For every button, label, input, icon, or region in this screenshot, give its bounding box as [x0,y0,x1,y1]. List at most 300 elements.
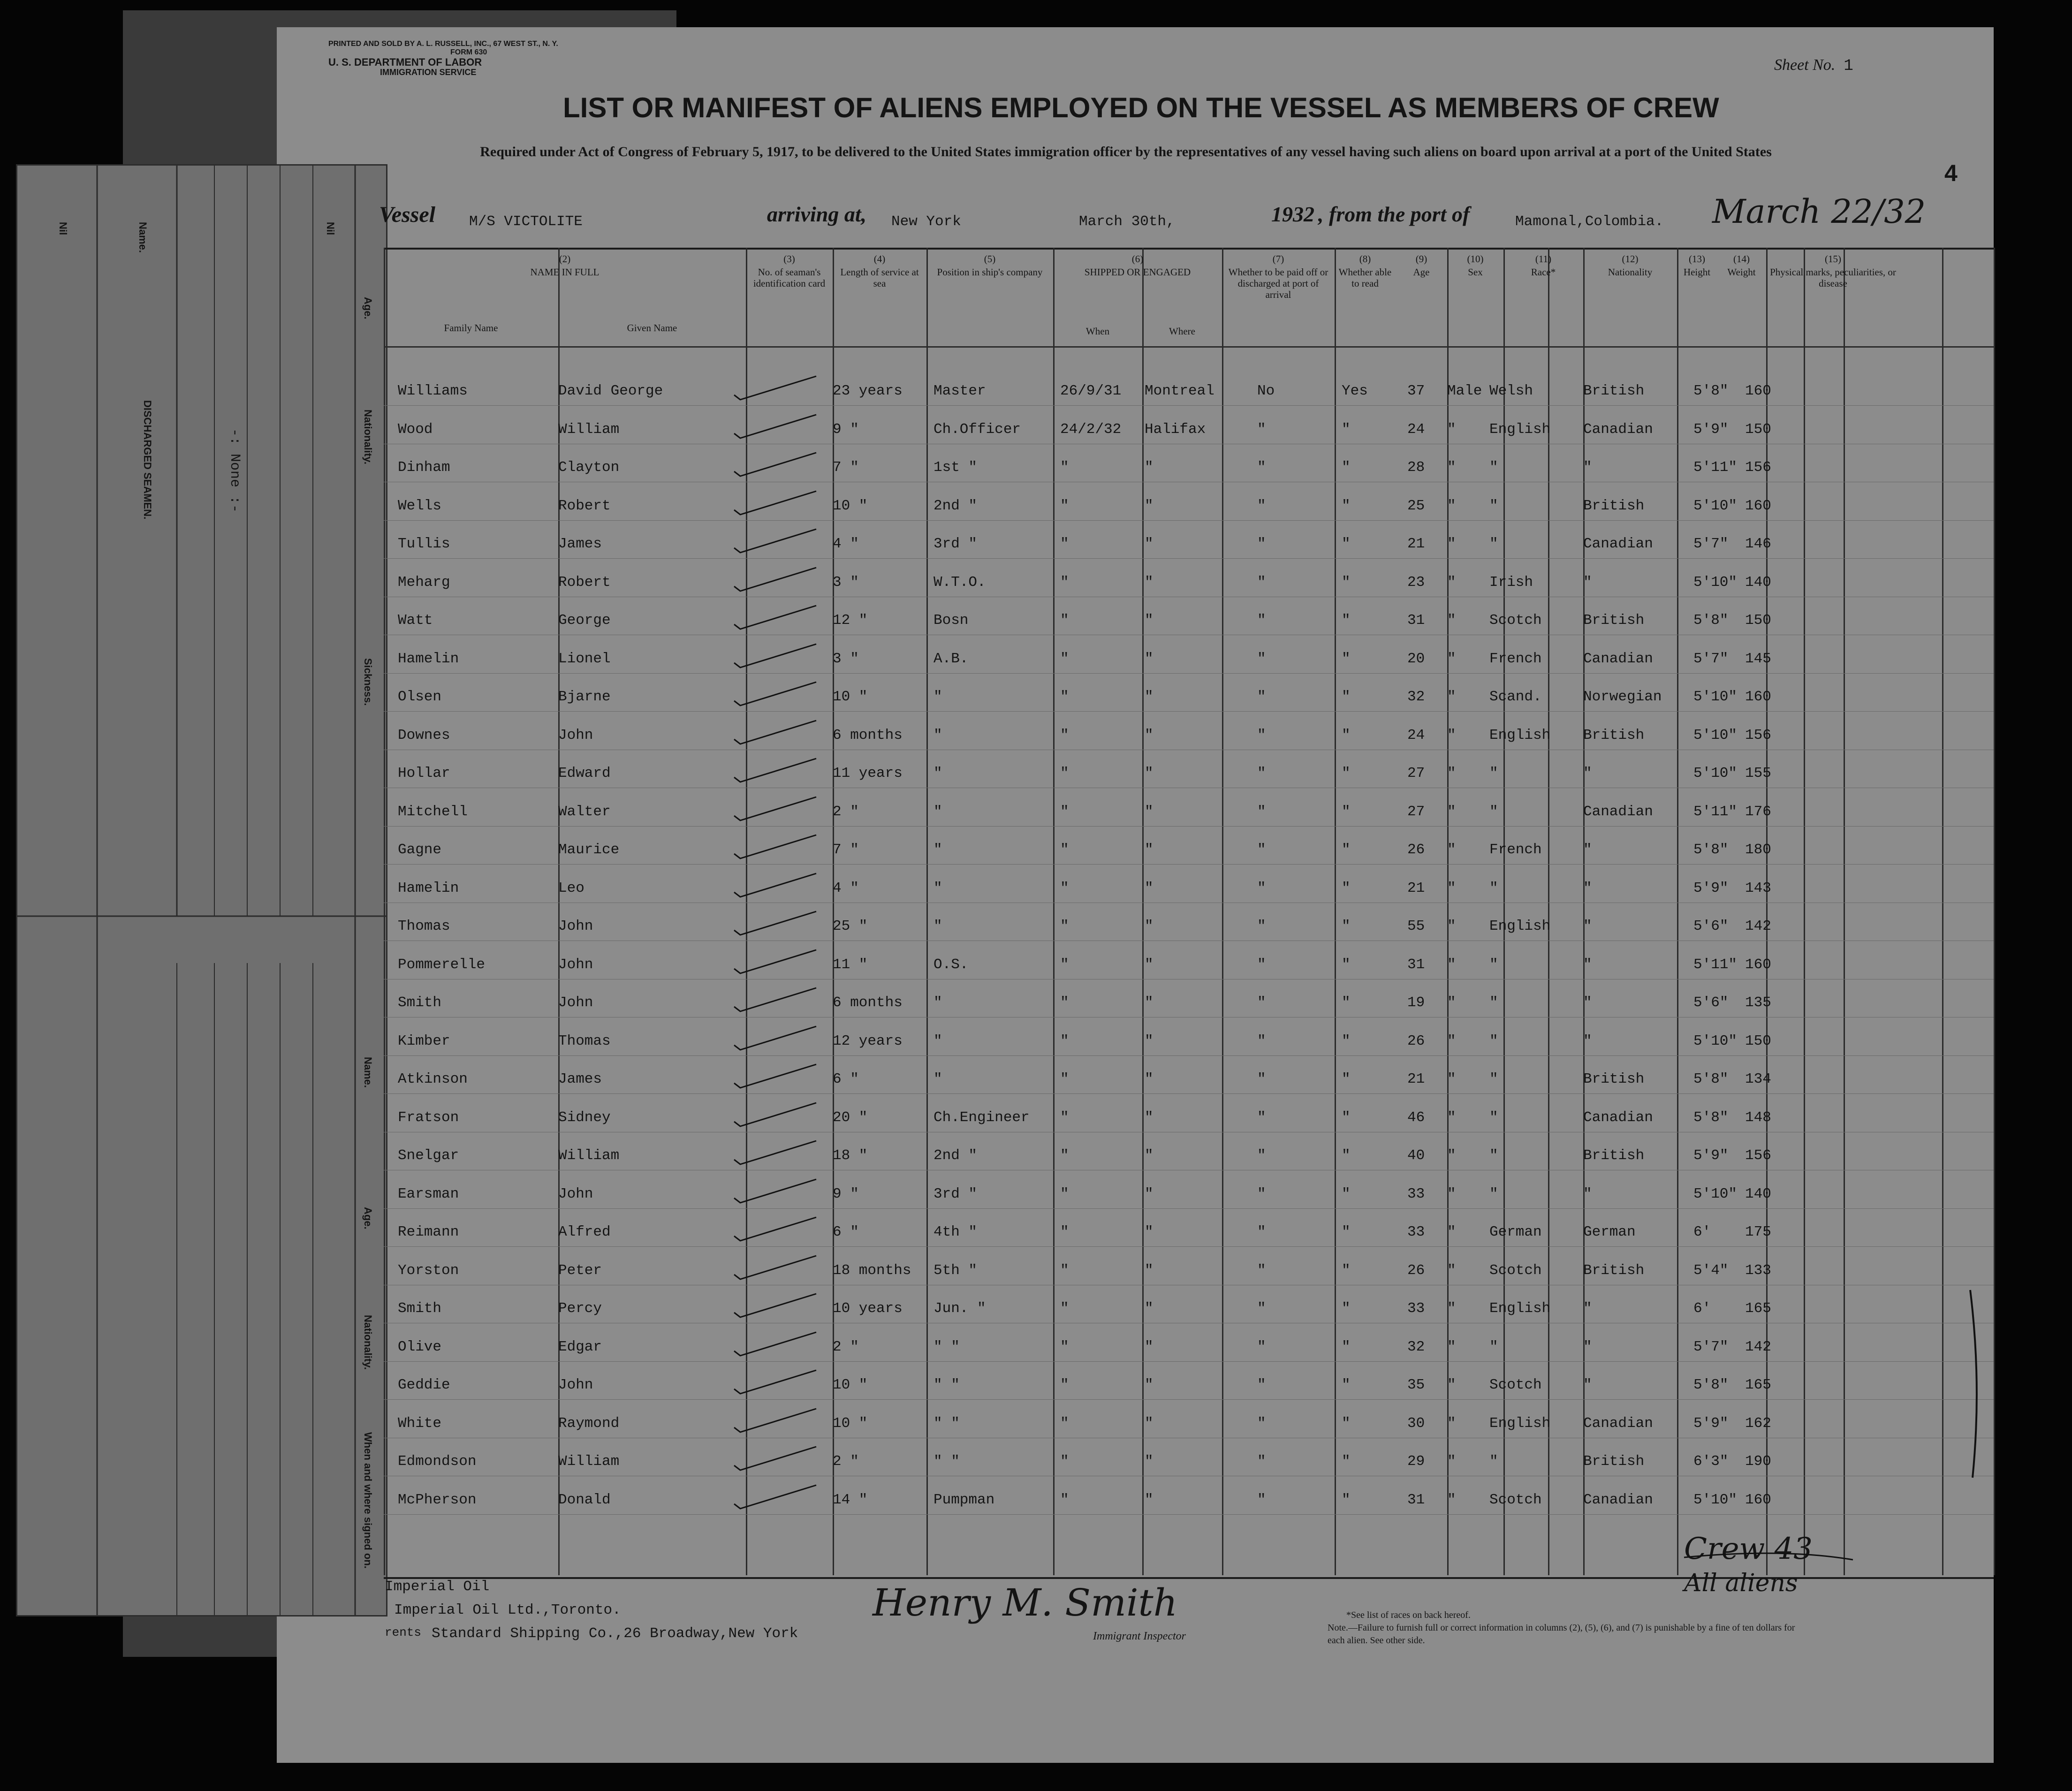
cell-height: 5'10" [1693,1032,1738,1049]
cell-given: John [558,1377,593,1393]
cell-position: " " [934,1415,960,1432]
cell-height: 5'10" [1693,497,1738,514]
inspector-signature: Henry M. Smith [873,1581,1178,1624]
cell-sex: " [1447,994,1456,1011]
cell-height: 5'10" [1693,689,1738,705]
cell-position: " [934,689,942,705]
cell-read: " [1342,803,1351,820]
vessel-label: Vessel [379,202,435,227]
cell-where: " [1145,803,1154,820]
cell-sex: " [1447,956,1456,973]
cell-sex: " [1447,1185,1456,1202]
cell-when: " [1060,1071,1069,1087]
arrival-year: 1932 [1271,202,1314,226]
cell-nationality: Canadian [1583,1491,1653,1508]
cell-age: 32 [1407,1338,1425,1355]
cell-service: 11 " [833,956,868,973]
cell-when: " [1060,1262,1069,1279]
footnote-text: Note.—Failure to furnish full or correct information in columns (2), (5), (6), and (7) is punishable by a fine of ten dollars for each alien. See other side. [1328,1623,1795,1646]
cell-sex: " [1447,765,1456,782]
column-number: (14) [1733,253,1750,265]
cell-age: 26 [1407,842,1425,858]
cell-position: W.T.O. [934,574,986,591]
handwritten-crew: Crew 43 [1684,1532,1813,1566]
cell-service: 12 years [833,1032,903,1049]
cell-race: Welsh [1489,383,1533,399]
column-label: NAME IN FULL [530,266,600,278]
cell-race: " [1489,1185,1498,1202]
cell-age: 31 [1407,612,1425,629]
cell-read: " [1342,1185,1351,1202]
cell-race: Scotch [1489,1262,1542,1279]
cell-sex: " [1447,803,1456,820]
cell-height: 5'8" [1693,842,1729,858]
cell-sex: " [1447,1415,1456,1432]
column-label: Sex [1468,266,1483,278]
cell-race: French [1489,842,1542,858]
printer-line: PRINTED AND SOLD BY A. L. RUSSELL, INC., 67 WEST ST., N. Y. [328,40,558,48]
cell-service: 18 months [833,1262,911,1279]
cell-read: " [1342,880,1351,896]
cell-weight: 150 [1745,421,1771,438]
cell-nationality: British [1583,727,1645,744]
cell-age: 29 [1407,1453,1425,1470]
cell-where: " [1145,536,1154,552]
footnote-star: *See list of races on back hereof. [1346,1610,1471,1620]
cell-when: " [1060,497,1069,514]
cell-age: 55 [1407,918,1425,934]
column-number: (10) [1467,253,1484,265]
cell-given: John [558,727,593,744]
cell-position: 3rd " [934,536,978,552]
cell-family: Olsen [398,689,442,705]
cell-nationality: Canadian [1583,1415,1653,1432]
owner-line: Imperial Oil [385,1579,490,1595]
column-label: Given Name [627,322,677,334]
requirement-text: Required under Act of Congress of February 5, 1917, to be delivered to the United States immigration officer by the representatives of any vessel having such aliens on board upon arrival at a port of the United States [480,144,1772,159]
column-label: No. of seaman's identification card [753,266,826,289]
column-label: SHIPPED OR ENGAGED [1084,266,1191,278]
cell-race: " [1489,880,1498,896]
cell-nationality: Canadian [1583,803,1653,820]
cell-when: " [1060,1300,1069,1317]
column-label: When [1085,326,1110,337]
cell-position: " [934,842,942,858]
cell-paid: " [1257,421,1266,438]
cell-race: " [1489,765,1498,782]
cell-where: " [1145,1300,1154,1317]
side-label-age-2: Age. [362,1207,374,1229]
cell-read: " [1342,1453,1351,1470]
from-port-label: , from the port of [1318,202,1470,226]
cell-sex: " [1447,421,1456,438]
cell-position: " " [934,1338,960,1355]
cell-service: 6 " [833,1071,859,1087]
cell-nationality: British [1583,612,1645,629]
cell-nationality: " [1583,880,1592,896]
cell-read: " [1342,765,1351,782]
cell-paid: " [1257,497,1266,514]
cell-age: 27 [1407,803,1425,820]
cell-where: " [1145,689,1154,705]
cell-service: 6 months [833,727,903,744]
cell-given: Alfred [558,1224,611,1240]
side-label-age: Age. [362,297,374,319]
cell-when: 24/2/32 [1060,421,1122,438]
column-label: Height [1683,266,1711,278]
form-number: FORM 630 [450,48,487,56]
cell-when: " [1060,1109,1069,1126]
cell-family: Gagne [398,842,442,858]
cell-age: 27 [1407,765,1425,782]
cell-nationality: " [1583,956,1592,973]
cell-height: 5'10" [1693,727,1738,744]
cell-age: 31 [1407,956,1425,973]
cell-height: 5'4" [1693,1262,1729,1279]
cell-read: " [1342,727,1351,744]
cell-given: James [558,1071,602,1087]
cell-given: Clayton [558,459,620,476]
cell-family: Hamelin [398,650,459,667]
cell-paid: " [1257,842,1266,858]
cell-height: 5'9" [1693,1147,1729,1164]
cell-read: " [1342,650,1351,667]
cell-paid: " [1257,1147,1266,1164]
side-nil-right: Nil [325,222,336,235]
cell-sex: " [1447,536,1456,552]
page-title: LIST OR MANIFEST OF ALIENS EMPLOYED ON THE VESSEL AS MEMBERS OF CREW [563,92,1719,123]
side-none-text: -: None :- [227,428,243,513]
cell-weight: 133 [1745,1262,1771,1279]
cell-when: 26/9/31 [1060,383,1122,399]
column-number: (12) [1622,253,1639,265]
cell-where: " [1145,880,1154,896]
column-number: (11) [1535,253,1552,265]
cell-service: 14 " [833,1491,868,1508]
cell-service: 10 " [833,689,868,705]
cell-race: " [1489,1147,1498,1164]
cell-family: Dinham [398,459,450,476]
cell-when: " [1060,1032,1069,1049]
arriving-port: New York [891,213,961,230]
column-label: Whether able to read [1338,266,1392,289]
column-label: Race* [1531,266,1556,278]
cell-family: Tullis [398,536,450,552]
cell-race: " [1489,994,1498,1011]
cell-weight: 140 [1745,1185,1771,1202]
cell-when: " [1060,1338,1069,1355]
cell-paid: " [1257,1491,1266,1508]
cell-sex: " [1447,1377,1456,1393]
cell-race: French [1489,650,1542,667]
side-form-title: DISCHARGED SEAMEN. [142,400,153,520]
cell-family: Hamelin [398,880,459,896]
cell-where: " [1145,842,1154,858]
cell-weight: 134 [1745,1071,1771,1087]
cell-position: " " [934,1453,960,1470]
from-port: Mamonal,Colombia. [1515,213,1664,230]
cell-height: 5'10" [1693,1185,1738,1202]
cell-race: " [1489,497,1498,514]
cell-race: Scotch [1489,612,1542,629]
cell-nationality: Canadian [1583,650,1653,667]
cell-nationality: " [1583,765,1592,782]
cell-age: 32 [1407,689,1425,705]
side-label-nationality: Nationality. [362,410,374,464]
cell-read: " [1342,536,1351,552]
cell-weight: 156 [1745,459,1771,476]
cell-family: Pommerelle [398,956,486,973]
cell-race: English [1489,1300,1551,1317]
cell-nationality: Norwegian [1583,689,1662,705]
cell-paid: " [1257,650,1266,667]
cell-where: " [1145,1032,1154,1049]
cell-weight: 142 [1745,918,1771,934]
cell-height: 5'9" [1693,1415,1729,1432]
cell-given: John [558,1185,593,1202]
cell-service: 10 " [833,1377,868,1393]
cell-family: Kimber [398,1032,450,1049]
cell-position: 1st " [934,459,978,476]
handwritten-date: March 22/32 [1712,192,1926,231]
cell-read: " [1342,1300,1351,1317]
cell-age: 26 [1407,1262,1425,1279]
cell-read: " [1342,842,1351,858]
cell-given: Bjarne [558,689,611,705]
column-number: (2) [559,253,571,265]
cell-weight: 160 [1745,383,1771,399]
cell-sex: " [1447,1224,1456,1240]
column-number: (6) [1131,253,1144,265]
cell-when: " [1060,1147,1069,1164]
cell-race: English [1489,727,1551,744]
cell-read: " [1342,1491,1351,1508]
cell-where: " [1145,994,1154,1011]
cell-read: " [1342,994,1351,1011]
cell-nationality: " [1583,994,1592,1011]
cell-position: Master [934,383,986,399]
cell-sex: " [1447,1300,1456,1317]
cell-paid: " [1257,1071,1266,1087]
cell-family: Wood [398,421,433,438]
cell-read: " [1342,689,1351,705]
cell-weight: 165 [1745,1300,1771,1317]
cell-race: " [1489,956,1498,973]
cell-family: Downes [398,727,450,744]
cell-weight: 155 [1745,765,1771,782]
cell-read: " [1342,459,1351,476]
column-label: Physical marks, peculiarities, or disease [1770,266,1896,289]
cell-where: " [1145,1071,1154,1087]
cell-sex: " [1447,1491,1456,1508]
cell-race: English [1489,1415,1551,1432]
cell-weight: 143 [1745,880,1771,896]
cell-family: Fratson [398,1109,459,1126]
cell-sex: " [1447,727,1456,744]
cell-read: " [1342,574,1351,591]
column-label: Position in ship's company [937,266,1043,278]
column-label: Whether to be paid off or discharged at port of arrival [1228,266,1328,300]
cell-given: Donald [558,1491,611,1508]
cell-family: Wells [398,497,442,514]
cell-service: 2 " [833,1453,859,1470]
cell-weight: 146 [1745,536,1771,552]
cell-family: Yorston [398,1262,459,1279]
cell-nationality: " [1583,842,1592,858]
cell-paid: " [1257,1185,1266,1202]
cell-position: " [934,918,942,934]
cell-weight: 175 [1745,1224,1771,1240]
cell-given: Edgar [558,1338,602,1355]
cell-family: Smith [398,1300,442,1317]
cell-paid: " [1257,765,1266,782]
cell-weight: 176 [1745,803,1771,820]
cell-position: " [934,765,942,782]
cell-nationality: " [1583,574,1592,591]
cell-family: White [398,1415,442,1432]
cell-position: 5th " [934,1262,978,1279]
cell-sex: " [1447,612,1456,629]
column-number: (5) [984,253,996,265]
cell-given: Thomas [558,1032,611,1049]
cell-weight: 160 [1745,1491,1771,1508]
cell-where: " [1145,1109,1154,1126]
cell-weight: 150 [1745,1032,1771,1049]
cell-paid: " [1257,1453,1266,1470]
cell-position: Ch.Officer [934,421,1021,438]
side-label-sickness: Sickness. [362,658,374,706]
cell-race: " [1489,1453,1498,1470]
agents-line: Standard Shipping Co.,26 Broadway,New York [432,1625,798,1642]
cell-family: Smith [398,994,442,1011]
cell-height: 5'9" [1693,421,1729,438]
cell-height: 5'7" [1693,1338,1729,1355]
cell-family: Hollar [398,765,450,782]
cell-race: " [1489,1032,1498,1049]
cell-height: 6'3" [1693,1453,1729,1470]
cell-service: 23 years [833,383,903,399]
cell-height: 5'8" [1693,1071,1729,1087]
cell-paid: No [1257,383,1275,399]
cell-position: Jun. " [934,1300,986,1317]
cell-given: Percy [558,1300,602,1317]
cell-given: Edward [558,765,611,782]
cell-family: Watt [398,612,433,629]
cell-weight: 190 [1745,1453,1771,1470]
cell-read: " [1342,1415,1351,1432]
cell-read: " [1342,1262,1351,1279]
cell-sex: " [1447,689,1456,705]
crew-underline [1684,1553,1853,1560]
cell-nationality: " [1583,1338,1592,1355]
cell-weight: 140 [1745,574,1771,591]
cell-family: McPherson [398,1491,477,1508]
cell-weight: 145 [1745,650,1771,667]
cell-height: 5'11" [1693,459,1738,476]
cell-nationality: British [1583,497,1645,514]
cell-height: 5'11" [1693,956,1738,973]
cell-weight: 160 [1745,956,1771,973]
cell-paid: " [1257,1224,1266,1240]
inspector-label: Immigrant Inspector [1093,1630,1186,1642]
cell-given: Raymond [558,1415,620,1432]
cell-sex: " [1447,459,1456,476]
cell-when: " [1060,727,1069,744]
cell-weight: 135 [1745,994,1771,1011]
cell-family: Reimann [398,1224,459,1240]
cell-sex: " [1447,1453,1456,1470]
cell-when: " [1060,650,1069,667]
cell-service: 9 " [833,421,859,438]
cell-given: John [558,918,593,934]
cell-service: 9 " [833,1185,859,1202]
column-number: (13) [1689,253,1705,265]
cell-given: Lionel [558,650,611,667]
cell-paid: " [1257,1262,1266,1279]
cell-age: 21 [1407,1071,1425,1087]
cell-family: Atkinson [398,1071,468,1087]
cell-nationality: British [1583,383,1645,399]
column-number: (15) [1825,253,1841,265]
column-label: Nationality [1608,266,1653,278]
cell-sex: " [1447,1147,1456,1164]
cell-nationality: British [1583,1453,1645,1470]
cell-age: 33 [1407,1185,1425,1202]
cell-read: " [1342,956,1351,973]
cell-sex: " [1447,650,1456,667]
cell-height: 6' [1693,1224,1711,1240]
cell-where: " [1145,956,1154,973]
cell-height: 5'10" [1693,574,1738,591]
margin-pen-stroke [1970,1290,1977,1478]
cell-when: " [1060,880,1069,896]
cell-position: " [934,803,942,820]
cell-where: " [1145,459,1154,476]
cell-service: 6 months [833,994,903,1011]
cell-read: " [1342,612,1351,629]
cell-when: " [1060,1491,1069,1508]
cell-family: Edmondson [398,1453,477,1470]
cell-when: " [1060,803,1069,820]
cell-age: 23 [1407,574,1425,591]
cell-position: " [934,1071,942,1087]
cell-family: Thomas [398,918,450,934]
cell-family: Mitchell [398,803,468,820]
cell-height: 5'8" [1693,612,1729,629]
cell-race: " [1489,536,1498,552]
cell-where: " [1145,1377,1154,1393]
cell-paid: " [1257,1032,1266,1049]
cell-read: " [1342,1109,1351,1126]
cell-read: " [1342,497,1351,514]
cell-service: 10 " [833,497,868,514]
cell-paid: " [1257,459,1266,476]
cell-position: 3rd " [934,1185,978,1202]
column-number: (3) [783,253,795,265]
cell-service: 10 " [833,1415,868,1432]
cell-position: A.B. [934,650,969,667]
cell-paid: " [1257,574,1266,591]
cell-given: James [558,536,602,552]
cell-when: " [1060,994,1069,1011]
cell-where: " [1145,1147,1154,1164]
cell-read: " [1342,1147,1351,1164]
cell-when: " [1060,956,1069,973]
cell-given: David George [558,383,663,399]
cell-given: Robert [558,574,611,591]
cell-service: 12 " [833,612,868,629]
cell-given: John [558,956,593,973]
